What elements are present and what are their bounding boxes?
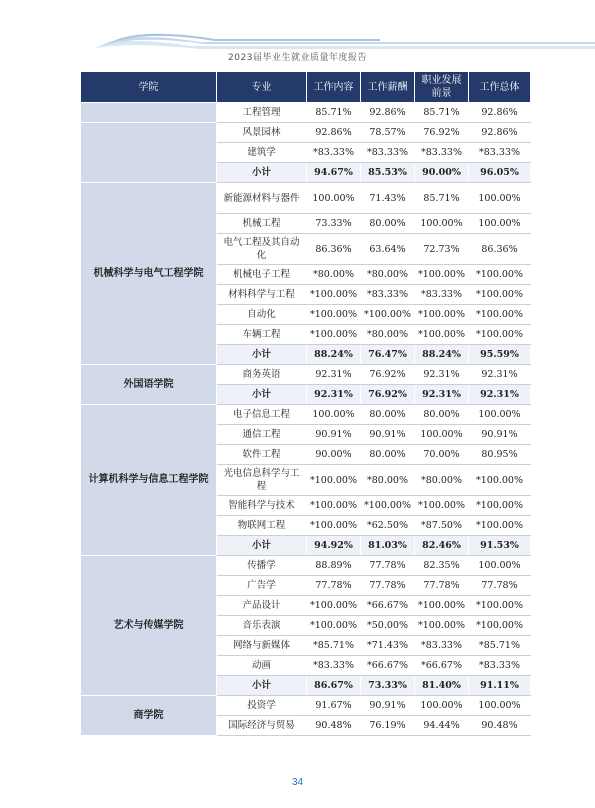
salary-cell: *71.43% (361, 636, 415, 656)
overall-cell: 90.48% (469, 716, 531, 736)
table-row (81, 183, 531, 214)
column-header-overall: 工作总体 (469, 72, 531, 103)
overall-cell: 100.00% (469, 556, 531, 576)
work-content-cell: *83.33% (307, 656, 361, 676)
salary-cell: 76.92% (361, 365, 415, 385)
salary-cell: 80.00% (361, 405, 415, 425)
overall-cell: 100.00% (469, 696, 531, 716)
major-cell: 动画 (217, 656, 307, 676)
work-content-cell: 100.00% (307, 405, 361, 425)
major-cell: 国际经济与贸易 (217, 716, 307, 736)
table-row (81, 696, 531, 716)
work-content-cell: 100.00% (307, 183, 361, 214)
career-prospect-cell: 100.00% (415, 214, 469, 234)
salary-cell: *80.00% (361, 465, 415, 496)
career-prospect-cell: 80.00% (415, 405, 469, 425)
salary-cell: 85.53% (361, 163, 415, 183)
school-cell: 商学院 (81, 696, 217, 736)
subtotal-label: 小计 (217, 345, 307, 365)
overall-cell: 92.86% (469, 103, 531, 123)
work-content-cell: *100.00% (307, 496, 361, 516)
career-prospect-cell: 70.00% (415, 445, 469, 465)
subtotal-label: 小计 (217, 536, 307, 556)
major-cell: 新能源材料与器件 (217, 183, 307, 214)
overall-cell: 100.00% (469, 214, 531, 234)
career-prospect-cell: *100.00% (415, 616, 469, 636)
overall-cell: *83.33% (469, 656, 531, 676)
career-prospect-cell: *100.00% (415, 265, 469, 285)
career-prospect-cell: 100.00% (415, 425, 469, 445)
career-prospect-cell: 85.71% (415, 103, 469, 123)
major-cell: 投资学 (217, 696, 307, 716)
overall-cell: *100.00% (469, 325, 531, 345)
work-content-cell: *83.33% (307, 143, 361, 163)
major-cell: 软件工程 (217, 445, 307, 465)
major-cell: 音乐表演 (217, 616, 307, 636)
work-content-cell: *100.00% (307, 616, 361, 636)
work-content-cell: 90.48% (307, 716, 361, 736)
column-header-work-content: 工作内容 (307, 72, 361, 103)
column-header-career-prospect: 职业发展前景 (415, 72, 469, 103)
work-content-cell: *100.00% (307, 325, 361, 345)
salary-cell: *100.00% (361, 305, 415, 325)
work-content-cell: 88.89% (307, 556, 361, 576)
overall-cell: 86.36% (469, 234, 531, 265)
career-prospect-cell: 72.73% (415, 234, 469, 265)
work-content-cell: 73.33% (307, 214, 361, 234)
major-cell: 产品设计 (217, 596, 307, 616)
career-prospect-cell: 85.71% (415, 183, 469, 214)
career-prospect-cell: 88.24% (415, 345, 469, 365)
career-prospect-cell: *100.00% (415, 325, 469, 345)
employment-satisfaction-table (80, 71, 531, 736)
career-prospect-cell: *66.67% (415, 656, 469, 676)
work-content-cell: *100.00% (307, 596, 361, 616)
table-row (81, 103, 531, 123)
career-prospect-cell: 100.00% (415, 696, 469, 716)
salary-cell: 76.47% (361, 345, 415, 365)
overall-cell: *100.00% (469, 305, 531, 325)
overall-cell: 96.05% (469, 163, 531, 183)
work-content-cell: *100.00% (307, 516, 361, 536)
major-cell: 智能科学与技术 (217, 496, 307, 516)
work-content-cell: *100.00% (307, 465, 361, 496)
work-content-cell: 92.86% (307, 123, 361, 143)
salary-cell: 80.00% (361, 445, 415, 465)
salary-cell: *50.00% (361, 616, 415, 636)
salary-cell: *66.67% (361, 656, 415, 676)
page-number: 34 (291, 777, 304, 788)
column-header-school: 学院 (81, 72, 217, 103)
overall-cell: *83.33% (469, 143, 531, 163)
table-row (81, 123, 531, 143)
overall-cell: 100.00% (469, 183, 531, 214)
salary-cell: 92.86% (361, 103, 415, 123)
work-content-cell: 90.00% (307, 445, 361, 465)
career-prospect-cell: 77.78% (415, 576, 469, 596)
overall-cell: *100.00% (469, 465, 531, 496)
career-prospect-cell: *83.33% (415, 636, 469, 656)
overall-cell: 91.53% (469, 536, 531, 556)
overall-cell: 92.31% (469, 385, 531, 405)
salary-cell: *100.00% (361, 496, 415, 516)
column-header-major: 专业 (217, 72, 307, 103)
school-cell (81, 103, 217, 123)
subtotal-label: 小计 (217, 163, 307, 183)
salary-cell: 76.19% (361, 716, 415, 736)
major-cell: 自动化 (217, 305, 307, 325)
salary-cell: *83.33% (361, 143, 415, 163)
school-cell: 机械科学与电气工程学院 (81, 183, 217, 365)
career-prospect-cell: *100.00% (415, 596, 469, 616)
overall-cell: *100.00% (469, 496, 531, 516)
career-prospect-cell: 94.44% (415, 716, 469, 736)
salary-cell: 80.00% (361, 214, 415, 234)
salary-cell: 78.57% (361, 123, 415, 143)
work-content-cell: 92.31% (307, 385, 361, 405)
salary-cell: *62.50% (361, 516, 415, 536)
major-cell: 电气工程及其自动化 (217, 234, 307, 265)
salary-cell: 90.91% (361, 425, 415, 445)
school-cell: 艺术与传媒学院 (81, 556, 217, 696)
career-prospect-cell: 92.31% (415, 385, 469, 405)
career-prospect-cell: 81.40% (415, 676, 469, 696)
work-content-cell: *80.00% (307, 265, 361, 285)
table-row (81, 365, 531, 385)
work-content-cell: 90.91% (307, 425, 361, 445)
salary-cell: 77.78% (361, 576, 415, 596)
school-cell (81, 123, 217, 183)
career-prospect-cell: *100.00% (415, 496, 469, 516)
career-prospect-cell: *87.50% (415, 516, 469, 536)
major-cell: 物联网工程 (217, 516, 307, 536)
salary-cell: 81.03% (361, 536, 415, 556)
major-cell: 电子信息工程 (217, 405, 307, 425)
career-prospect-cell: *83.33% (415, 285, 469, 305)
overall-cell: *100.00% (469, 596, 531, 616)
major-cell: 工程管理 (217, 103, 307, 123)
major-cell: 机械工程 (217, 214, 307, 234)
work-content-cell: 91.67% (307, 696, 361, 716)
report-title: 2023届毕业生就业质量年度报告 (228, 53, 367, 63)
work-content-cell: 94.67% (307, 163, 361, 183)
table-row (81, 405, 531, 425)
major-cell: 车辆工程 (217, 325, 307, 345)
career-prospect-cell: *80.00% (415, 465, 469, 496)
header-banner (0, 0, 595, 70)
major-cell: 广告学 (217, 576, 307, 596)
overall-cell: 90.91% (469, 425, 531, 445)
overall-cell: *100.00% (469, 285, 531, 305)
overall-cell: 80.95% (469, 445, 531, 465)
salary-cell: *80.00% (361, 265, 415, 285)
major-cell: 材料科学与工程 (217, 285, 307, 305)
subtotal-label: 小计 (217, 676, 307, 696)
school-cell: 计算机科学与信息工程学院 (81, 405, 217, 556)
salary-cell: *80.00% (361, 325, 415, 345)
major-cell: 风景园林 (217, 123, 307, 143)
work-content-cell: 86.36% (307, 234, 361, 265)
salary-cell: *66.67% (361, 596, 415, 616)
overall-cell: *100.00% (469, 516, 531, 536)
salary-cell: 76.92% (361, 385, 415, 405)
major-cell: 网络与新媒体 (217, 636, 307, 656)
overall-cell: *100.00% (469, 616, 531, 636)
major-cell: 建筑学 (217, 143, 307, 163)
salary-cell: 77.78% (361, 556, 415, 576)
overall-cell: *85.71% (469, 636, 531, 656)
work-content-cell: 86.67% (307, 676, 361, 696)
work-content-cell: 85.71% (307, 103, 361, 123)
career-prospect-cell: 82.35% (415, 556, 469, 576)
work-content-cell: *100.00% (307, 305, 361, 325)
table-header (81, 72, 531, 103)
subtotal-label: 小计 (217, 385, 307, 405)
table-body (81, 103, 531, 736)
overall-cell: 92.31% (469, 365, 531, 385)
career-prospect-cell: 90.00% (415, 163, 469, 183)
career-prospect-cell: 82.46% (415, 536, 469, 556)
work-content-cell: 92.31% (307, 365, 361, 385)
work-content-cell: 94.92% (307, 536, 361, 556)
career-prospect-cell: *100.00% (415, 305, 469, 325)
major-cell: 传播学 (217, 556, 307, 576)
salary-cell: 73.33% (361, 676, 415, 696)
career-prospect-cell: 92.31% (415, 365, 469, 385)
major-cell: 机械电子工程 (217, 265, 307, 285)
career-prospect-cell: *83.33% (415, 143, 469, 163)
overall-cell: *100.00% (469, 265, 531, 285)
work-content-cell: 88.24% (307, 345, 361, 365)
overall-cell: 100.00% (469, 405, 531, 425)
overall-cell: 91.11% (469, 676, 531, 696)
work-content-cell: 77.78% (307, 576, 361, 596)
major-cell: 光电信息科学与工程 (217, 465, 307, 496)
work-content-cell: *85.71% (307, 636, 361, 656)
major-cell: 通信工程 (217, 425, 307, 445)
salary-cell: 90.91% (361, 696, 415, 716)
column-header-salary: 工作薪酬 (361, 72, 415, 103)
major-cell: 商务英语 (217, 365, 307, 385)
salary-cell: 63.64% (361, 234, 415, 265)
overall-cell: 95.59% (469, 345, 531, 365)
table-row (81, 556, 531, 576)
career-prospect-cell: 76.92% (415, 123, 469, 143)
overall-cell: 77.78% (469, 576, 531, 596)
school-cell: 外国语学院 (81, 365, 217, 405)
salary-cell: 71.43% (361, 183, 415, 214)
salary-cell: *83.33% (361, 285, 415, 305)
overall-cell: 92.86% (469, 123, 531, 143)
work-content-cell: *100.00% (307, 285, 361, 305)
